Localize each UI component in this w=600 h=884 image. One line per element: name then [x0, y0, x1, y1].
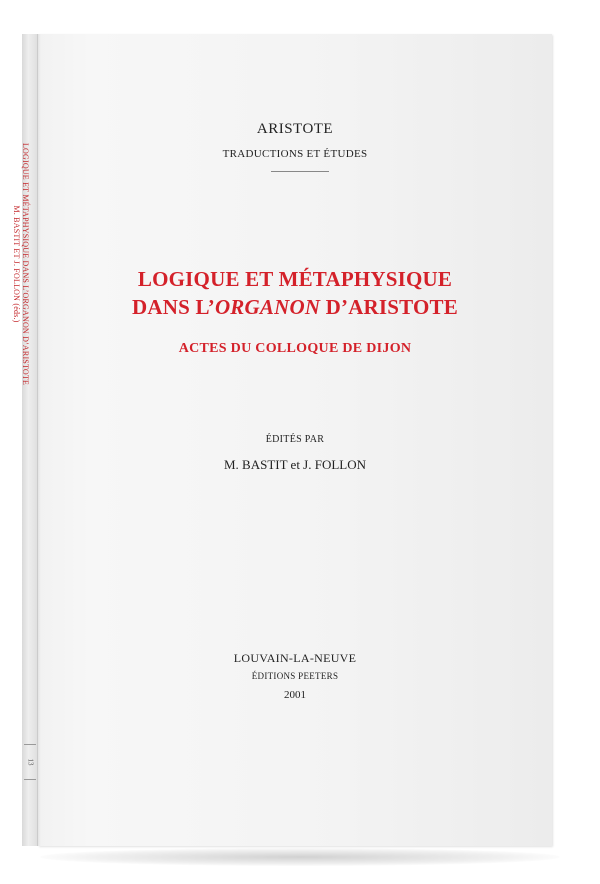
- editors-names: M. BASTIT et J. FOLLON: [223, 457, 367, 472]
- spine-title-line2: M. BASTIT ET J. FOLLON (éds.): [12, 205, 21, 323]
- book-spine: [12, 34, 38, 846]
- spine-title: [12, 143, 30, 385]
- edited-by-label: ÉDITÉS PAR: [265, 434, 325, 445]
- publisher-name: ÉDITIONS PEETERS: [251, 671, 339, 681]
- title-line2-suffix: D’ARISTOTE: [320, 295, 458, 319]
- book-title-line1: LOGIQUE ET MÉTAPHYSIQUE: [137, 267, 453, 291]
- publication-place: LOUVAIN-LA-NEUVE: [233, 651, 357, 665]
- spine-volume-number: [24, 744, 36, 780]
- title-line2-prefix: DANS L’: [132, 295, 215, 319]
- book-title-line2: [38, 295, 552, 320]
- series-divider: [271, 171, 329, 172]
- series-name: ARISTOTE: [256, 121, 334, 137]
- book-subtitle: ACTES DU COLLOQUE DE DIJON: [178, 341, 412, 356]
- spine-volume-number-text: 13: [26, 758, 34, 766]
- book-shadow: [40, 848, 560, 866]
- publication-year: 2001: [284, 689, 306, 701]
- spine-title-line1: LOGIQUE ET MÉTAPHYSIQUE DANS L’ORGANON D’ARISTOTE: [21, 142, 30, 386]
- series-subtitle: TRADUCTIONS ET ÉTUDES: [222, 148, 368, 160]
- title-line2-italic: ORGANON: [214, 295, 321, 319]
